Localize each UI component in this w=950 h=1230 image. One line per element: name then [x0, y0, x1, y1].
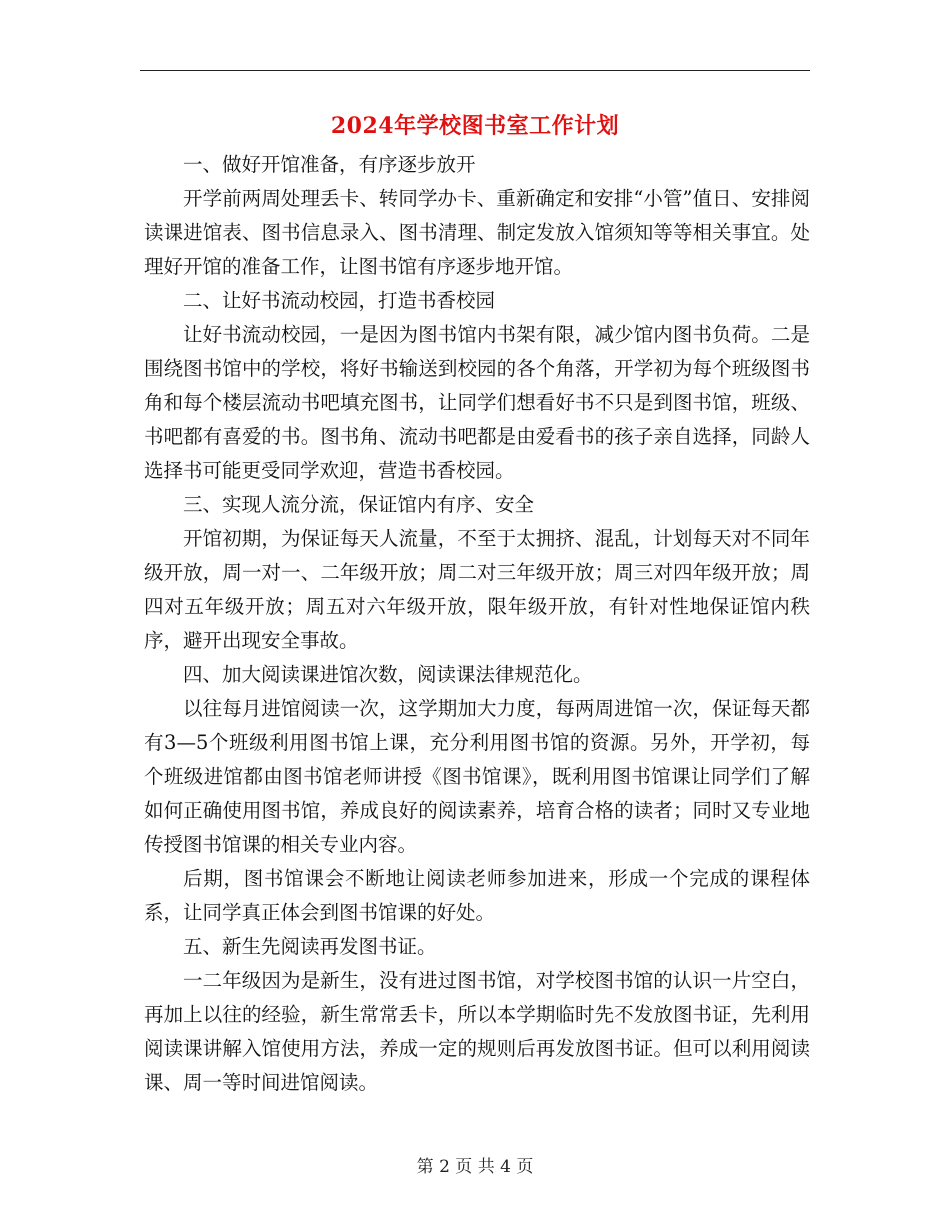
document-title: 2024年学校图书室工作计划: [330, 113, 620, 139]
page-footer: 第 2 页 共 4 页: [416, 1157, 534, 1177]
body-paragraph: 以往每月进馆阅读一次，这学期加大力度，每两周进馆一次，保证每天都有3—5个班级利用图书馆上课，充分利用图书馆的资源。另外，开学初，每个班级进馆都由图书馆老师讲授《图书馆课》，既利用图书馆课让同学们了解如何正确使用图书馆，养成良好的阅读素养，培育合格的读者；同时又专业地传授图书馆课的相关专业内容。: [144, 697, 810, 856]
body-paragraph: 开学前两周处理丢卡、转同学办卡、重新确定和安排“小管”值日、安排阅读课进馆表、图书信息录入、图书清理、制定发放入馆须知等等相关事宜。处理好开馆的准备工作，让图书馆有序逐步地开馆。: [144, 187, 810, 278]
section-heading: 三、实现人流分流，保证馆内有序、安全: [183, 493, 535, 516]
section-heading: 二、让好书流动校园，打造书香校园: [183, 289, 496, 312]
section-heading: 一、做好开馆准备，有序逐步放开: [183, 153, 476, 176]
body-paragraph: 后期，图书馆课会不断地让阅读老师参加进来，形成一个完成的课程体系，让同学真正体会到图书馆课的好处。: [144, 867, 810, 924]
section-heading: 四、加大阅读课进馆次数，阅读课法律规范化。: [183, 663, 593, 686]
body-paragraph: 让好书流动校园，一是因为图书馆内书架有限，减少馆内图书负荷。二是围绕图书馆中的学校，将好书输送到校园的各个角落，开学初为每个班级图书角和每个楼层流动书吧填充图书，让同学们想看好书不只是到图书馆，班级、书吧都有喜爱的书。图书角、流动书吧都是由爱看书的孩子亲自选择，同龄人选择书可能更受同学欢迎，营造书香校园。: [144, 323, 810, 482]
body-paragraph: 一二年级因为是新生，没有进过图书馆，对学校图书馆的认识一片空白，再加上以往的经验，新生常常丢卡，所以本学期临时先不发放图书证，先利用阅读课讲解入馆使用方法，养成一定的规则后再发放图书证。但可以利用阅读课、周一等时间进馆阅读。: [144, 969, 810, 1094]
section-heading: 五、新生先阅读再发图书证。: [183, 935, 437, 958]
body-paragraph: 开馆初期，为保证每天人流量，不至于太拥挤、混乱，计划每天对不同年级开放，周一对一、二年级开放；周二对三年级开放；周三对四年级开放；周四对五年级开放；周五对六年级开放，限年级开放，有针对性地保证馆内秩序，避开出现安全事故。: [144, 527, 810, 652]
document-body: [144, 148, 810, 1100]
header-rule: [140, 70, 810, 71]
